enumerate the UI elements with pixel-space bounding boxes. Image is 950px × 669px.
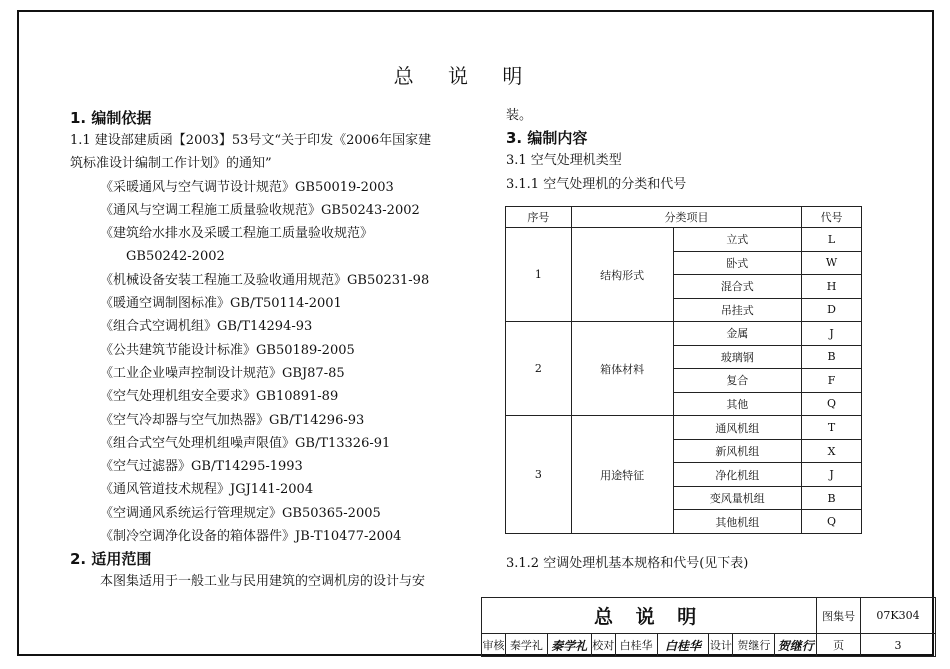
- item-name: 立式: [673, 228, 802, 252]
- reviewer-signature: 秦学礼: [547, 634, 591, 657]
- item-name: 复合: [673, 369, 802, 393]
- item-name: 其他: [673, 392, 802, 416]
- page-number: 3: [861, 634, 936, 657]
- item-code: L: [802, 228, 862, 252]
- item-code: X: [802, 439, 862, 463]
- checker-signature: 白桂华: [657, 634, 709, 657]
- review-label: 审核: [482, 634, 506, 657]
- subsection-3-1-2: 3.1.2 空调处理机基本规格和代号(见下表): [506, 556, 749, 571]
- item-name: 变风量机组: [673, 486, 802, 510]
- reference-item: 《通风管道技术规程》JGJ141-2004: [100, 482, 314, 498]
- reference-item: 《建筑给水排水及采暖工程施工质量验收规范》: [100, 226, 374, 242]
- group-no: 2: [506, 322, 572, 416]
- reference-item: 《机械设备安装工程施工及验收通用规范》GB50231-98: [100, 272, 430, 288]
- item-name: 卧式: [673, 251, 802, 275]
- item-name: 新风机组: [673, 439, 802, 463]
- atlas-no: 07K304: [861, 598, 936, 634]
- item-name: 其他机组: [673, 510, 802, 534]
- group-no: 3: [506, 416, 572, 534]
- item-name: 吊挂式: [673, 298, 802, 322]
- item-code: F: [802, 369, 862, 393]
- designer-name: 贺继行: [733, 634, 775, 657]
- design-label: 设计: [709, 634, 733, 657]
- reviewer-name: 秦学礼: [505, 634, 547, 657]
- item-code: Q: [802, 510, 862, 534]
- header-no: 序号: [506, 207, 572, 228]
- intro-line-1: 1.1 建设部建质函【2003】53号文“关于印发《2006年国家建: [70, 133, 432, 148]
- classification-table: [505, 206, 862, 534]
- subsection-3-1: 3.1 空气处理机类型: [506, 153, 622, 169]
- title-block-title: 总 说 明: [482, 598, 817, 634]
- reference-item: 《公共建筑节能设计标准》GB50189-2005: [100, 342, 355, 358]
- item-name: 玻璃钢: [673, 345, 802, 369]
- reference-item: 《空气处理机组安全要求》GB10891-89: [100, 389, 339, 405]
- group-category: 结构形式: [571, 228, 673, 322]
- table-row: [506, 322, 862, 346]
- reference-item: GB50242-2002: [126, 249, 225, 265]
- page-label: 页: [817, 634, 861, 657]
- reference-item: 《采暖通风与空气调节设计规范》GB50019-2003: [100, 179, 394, 195]
- title-block: [481, 597, 936, 657]
- reference-item: 《通风与空调工程施工质量验收规范》GB50243-2002: [100, 202, 420, 218]
- item-code: D: [802, 298, 862, 322]
- group-category: 箱体材料: [571, 322, 673, 416]
- table-row: [506, 228, 862, 252]
- section-2-heading: 2. 适用范围: [70, 550, 152, 569]
- item-name: 混合式: [673, 275, 802, 299]
- item-code: J: [802, 322, 862, 346]
- reference-item: 《空气冷却器与空气加热器》GB/T14296-93: [100, 412, 365, 428]
- table-row: [506, 416, 862, 440]
- reference-item: 《空调通风系统运行管理规定》GB50365-2005: [100, 505, 381, 521]
- atlas-no-label: 图集号: [817, 598, 861, 634]
- section-2-text: 本图集适用于一般工业与民用建筑的空调机房的设计与安: [100, 574, 426, 590]
- reference-item: 《组合式空气处理机组噪声限值》GB/T13326-91: [100, 435, 391, 451]
- subsection-3-1-1: 3.1.1 空气处理机的分类和代号: [506, 176, 687, 192]
- designer-signature: 贺继行: [775, 634, 817, 657]
- right-column: [506, 104, 866, 196]
- reference-item: 《暖通空调制图标准》GB/T50114-2001: [100, 296, 342, 312]
- item-code: H: [802, 275, 862, 299]
- item-name: 净化机组: [673, 463, 802, 487]
- item-code: J: [802, 463, 862, 487]
- item-code: W: [802, 251, 862, 275]
- item-code: Q: [802, 392, 862, 416]
- section-1-heading: 1. 编制依据: [70, 109, 152, 127]
- header-code: 代号: [802, 207, 862, 228]
- section-3-heading: 3. 编制内容: [506, 129, 588, 148]
- group-category: 用途特征: [571, 416, 673, 534]
- item-code: T: [802, 416, 862, 440]
- item-code: B: [802, 486, 862, 510]
- checker-name: 白桂华: [615, 634, 657, 657]
- reference-item: 《空气过滤器》GB/T14295-1993: [100, 459, 303, 475]
- page-title: 总 说 明: [393, 64, 537, 88]
- header-category: 分类项目: [571, 207, 801, 228]
- check-label: 校对: [591, 634, 615, 657]
- left-column: [70, 107, 490, 594]
- group-no: 1: [506, 228, 572, 322]
- intro-line-2: 筑标准设计编制工作计划》的通知”: [70, 156, 272, 172]
- reference-item: 《组合式空调机组》GB/T14294-93: [100, 319, 313, 335]
- item-name: 金属: [673, 322, 802, 346]
- section-2-text-cont: 装。: [506, 108, 533, 123]
- item-code: B: [802, 345, 862, 369]
- item-name: 通风机组: [673, 416, 802, 440]
- reference-item: 《工业企业噪声控制设计规范》GBJ87-85: [100, 365, 345, 381]
- reference-item: 《制冷空调净化设备的箱体器件》JB-T10477-2004: [100, 529, 402, 545]
